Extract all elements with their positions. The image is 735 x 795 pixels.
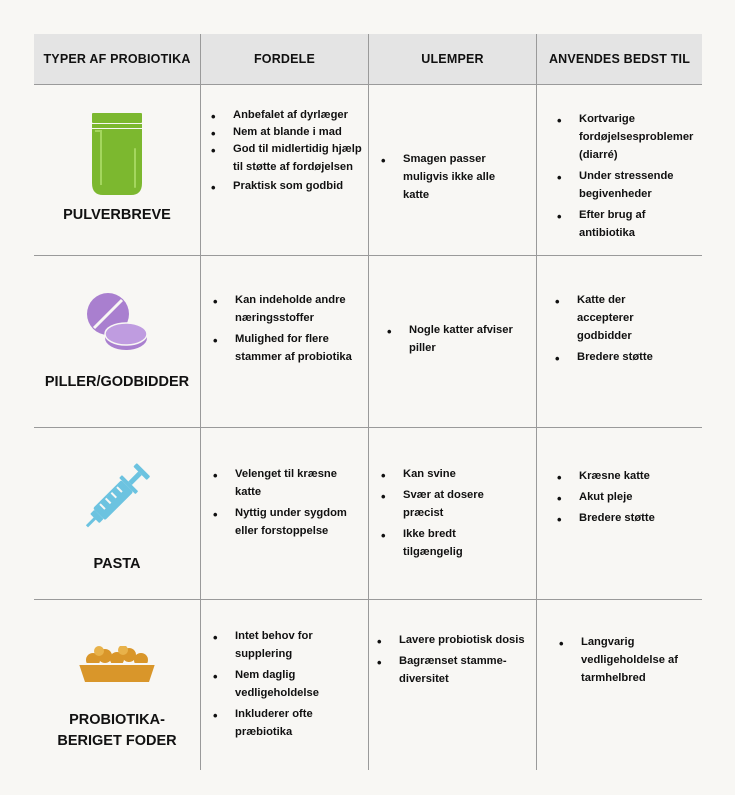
type-name: PULVERBREVE: [63, 207, 171, 223]
list-item: • Efter brug af antibiotika: [551, 207, 703, 243]
type-cell: [34, 85, 200, 255]
list-item: • Anbefalet af dyrlæger: [205, 107, 365, 125]
table-row: [34, 256, 702, 428]
powder-sachet-icon: [91, 113, 143, 199]
list-item: • Katte der accepterer godbidder: [549, 292, 679, 346]
type-name: [57, 710, 176, 752]
cons-cell: [368, 256, 536, 427]
cons-cell: [368, 428, 536, 599]
probiotics-table: [34, 34, 702, 770]
list-item: • Bredere støtte: [549, 349, 679, 367]
type-name-line: BERIGET FODER: [57, 733, 177, 750]
table-row: [34, 600, 702, 770]
header-type: TYPER AF PROBIOTIKA: [43, 52, 191, 66]
header-cons: ULEMPER: [368, 34, 536, 84]
pros-cell: [200, 428, 368, 599]
list-item: • Kan svine: [375, 466, 515, 484]
type-cell: [34, 600, 200, 770]
best-cell: [536, 428, 702, 599]
food-bowl-icon: [79, 646, 155, 682]
list-item: • Nem at blande i mad: [205, 124, 365, 142]
list-item: • Nyttig under sygdom eller forstoppelse: [207, 505, 357, 541]
type-name: PILLER/GODBIDDER: [44, 374, 190, 390]
list-item: • Smagen passer muligvis ikke alle katte: [375, 151, 515, 205]
list-item: • Ikke bredt tilgængelig: [375, 526, 515, 562]
list-item: • Nogle katter afviser piller: [381, 322, 521, 358]
list-item: • Langvarig vedligeholdelse af tarmhelbred: [553, 634, 703, 688]
pros-cell: [200, 600, 368, 770]
list-item: • Velenget til kræsne katte: [207, 466, 357, 502]
best-cell: [536, 85, 702, 255]
type-cell: [34, 428, 200, 599]
list-item: • Intet behov for supplering: [207, 628, 357, 664]
list-item: • Kan indeholde andre næringsstoffer: [207, 292, 367, 328]
cons-cell: [368, 85, 536, 255]
header-best: ANVENDES BEDST TIL: [536, 34, 702, 84]
list-item: • Svær at dosere præcist: [375, 487, 515, 523]
syringe-icon: [78, 460, 156, 534]
list-item: • Kræsne katte: [551, 468, 691, 486]
list-item: • Kortvarige fordøjelsesproblemer (diarré): [551, 111, 703, 165]
list-item: • Mulighed for flere stammer af probiotika: [207, 331, 367, 367]
type-name: PASTA: [93, 556, 141, 572]
type-cell: [34, 256, 200, 427]
pros-cell: [200, 256, 368, 427]
list-item: • Lavere probiotisk dosis: [371, 632, 531, 650]
pill-tablets-icon: [86, 292, 148, 352]
table-header: [34, 34, 702, 85]
table-row: [34, 428, 702, 600]
type-name-line: PROBIOTIKA-: [69, 712, 165, 728]
pros-cell: [200, 85, 368, 255]
list-item: • God til midlertidig hjælp til støtte af fordøjelsen: [205, 141, 365, 177]
table-row: [34, 85, 702, 256]
list-item: • Under stressende begivenheder: [551, 168, 703, 204]
list-item: • Bredere støtte: [551, 510, 691, 528]
header-pros: FORDELE: [200, 34, 368, 84]
best-cell: [536, 600, 702, 770]
list-item: • Akut pleje: [551, 489, 691, 507]
list-item: • Inkluderer ofte præbiotika: [207, 706, 357, 742]
list-item: • Praktisk som godbid: [205, 178, 365, 196]
list-item: • Bagrænset stamme-diversitet: [371, 653, 531, 689]
cons-cell: [368, 600, 536, 770]
best-cell: [536, 256, 702, 427]
list-item: • Nem daglig vedligeholdelse: [207, 667, 357, 703]
